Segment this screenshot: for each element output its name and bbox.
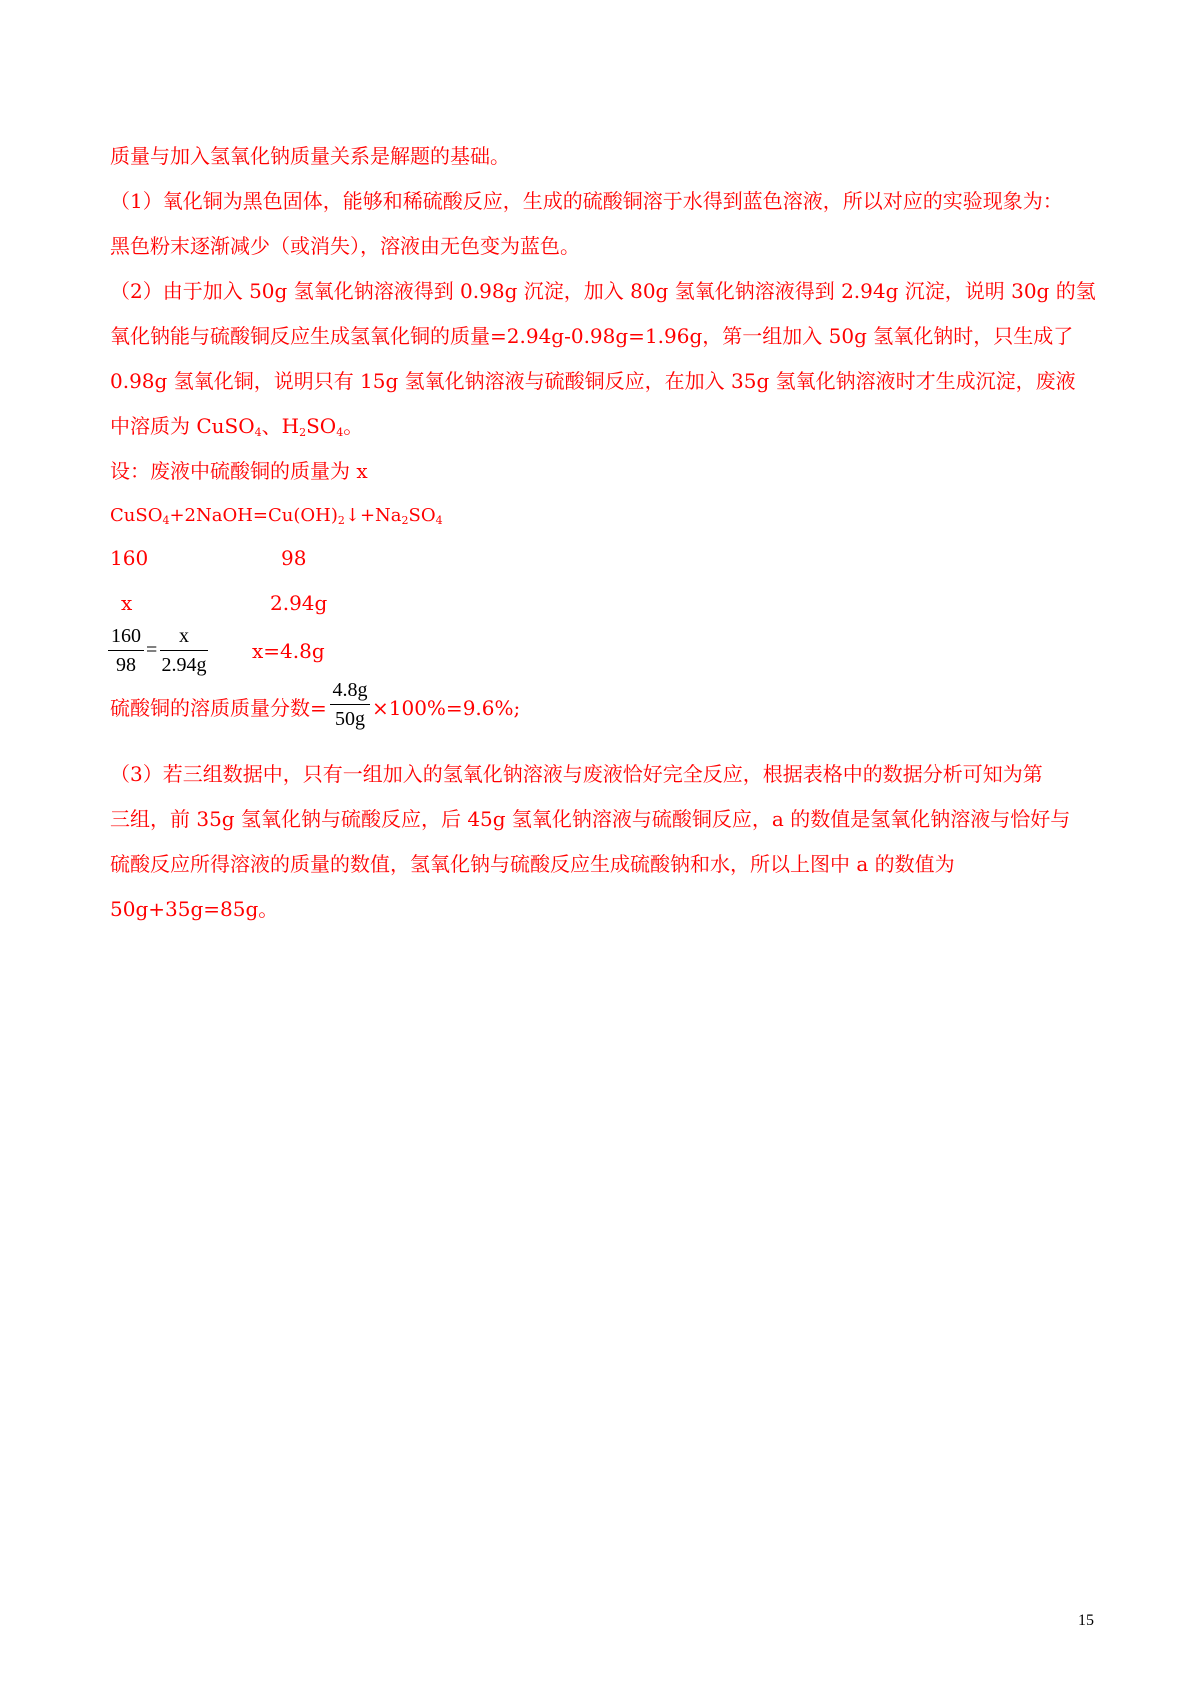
- text-line-1: 质量与加入氢氧化钠质量关系是解题的基础。: [110, 144, 510, 168]
- chemical-equation: $CuSO_4+2NaOH=Cu(OH)_2↓+Na_2SO_4$: [110, 505, 443, 527]
- solution-x: x=4.8g: [252, 639, 325, 663]
- text-line-16: （3）若三组数据中，只有一组加入的氢氧化钠溶液与废液恰好完全反应，根据表格中的数据分析可知为第: [110, 762, 1043, 786]
- molar-mass-cuoh2: 98: [281, 546, 307, 570]
- text-line-6: 0.98g 氢氧化铜，说明只有 15g 氢氧化钠溶液与硫酸铜反应，在加入 35g 氢氧化钠溶液时才生成沉淀，废液: [110, 369, 1076, 393]
- fraction-4.8g-50g: 4.8g 50g: [330, 676, 370, 733]
- text-line-3: 黑色粉末逐渐减少（或消失），溶液由无色变为蓝色。: [110, 234, 580, 258]
- text-line-7: 中溶质为 CuSO$_4$、$H_2SO_4$。: [110, 414, 364, 439]
- text-line-5: 氧化钠能与硫酸铜反应生成氢氧化铜的质量=2.94g-0.98g=1.96g，第一组加入 50g 氢氧化钠时，只生成了: [110, 324, 1074, 348]
- text-line-17: 三组，前 35g 氢氧化钠与硫酸反应，后 45g 氢氧化钠溶液与硫酸铜反应，a 的数值是氢氧化钠溶液与恰好与: [110, 807, 1071, 831]
- equals-sign: =: [146, 639, 158, 661]
- text-line-2: （1）氧化铜为黑色固体，能够和稀硫酸反应，生成的硫酸铜溶于水得到蓝色溶液，所以对应的实验现象为：: [110, 189, 1063, 213]
- fraction-160-98: 160 98: [108, 622, 144, 679]
- mass-fraction-prefix: 硫酸铜的溶质质量分数=: [110, 696, 327, 720]
- text-line-18: 硫酸反应所得溶液的质量的数值，氢氧化钠与硫酸反应生成硫酸钠和水，所以上图中 a 的数值为: [110, 852, 955, 876]
- precipitate-mass: 2.94g: [270, 591, 328, 615]
- mass-fraction-suffix: ×100%=9.6%;: [372, 696, 521, 720]
- text-line-8: 设：废液中硫酸铜的质量为 x: [110, 459, 368, 483]
- molar-mass-cuso4: 160: [110, 546, 149, 570]
- fraction-x-2.94g: x 2.94g: [161, 625, 207, 676]
- unknown-x: x: [121, 591, 133, 615]
- text-line-4: （2）由于加入 50g 氢氧化钠溶液得到 0.98g 沉淀，加入 80g 氢氧化钠溶液得到 2.94g 沉淀，说明 30g 的氢: [110, 279, 1096, 303]
- page-number: 15: [1078, 1612, 1094, 1629]
- text-line-19: 50g+35g=85g。: [110, 897, 279, 921]
